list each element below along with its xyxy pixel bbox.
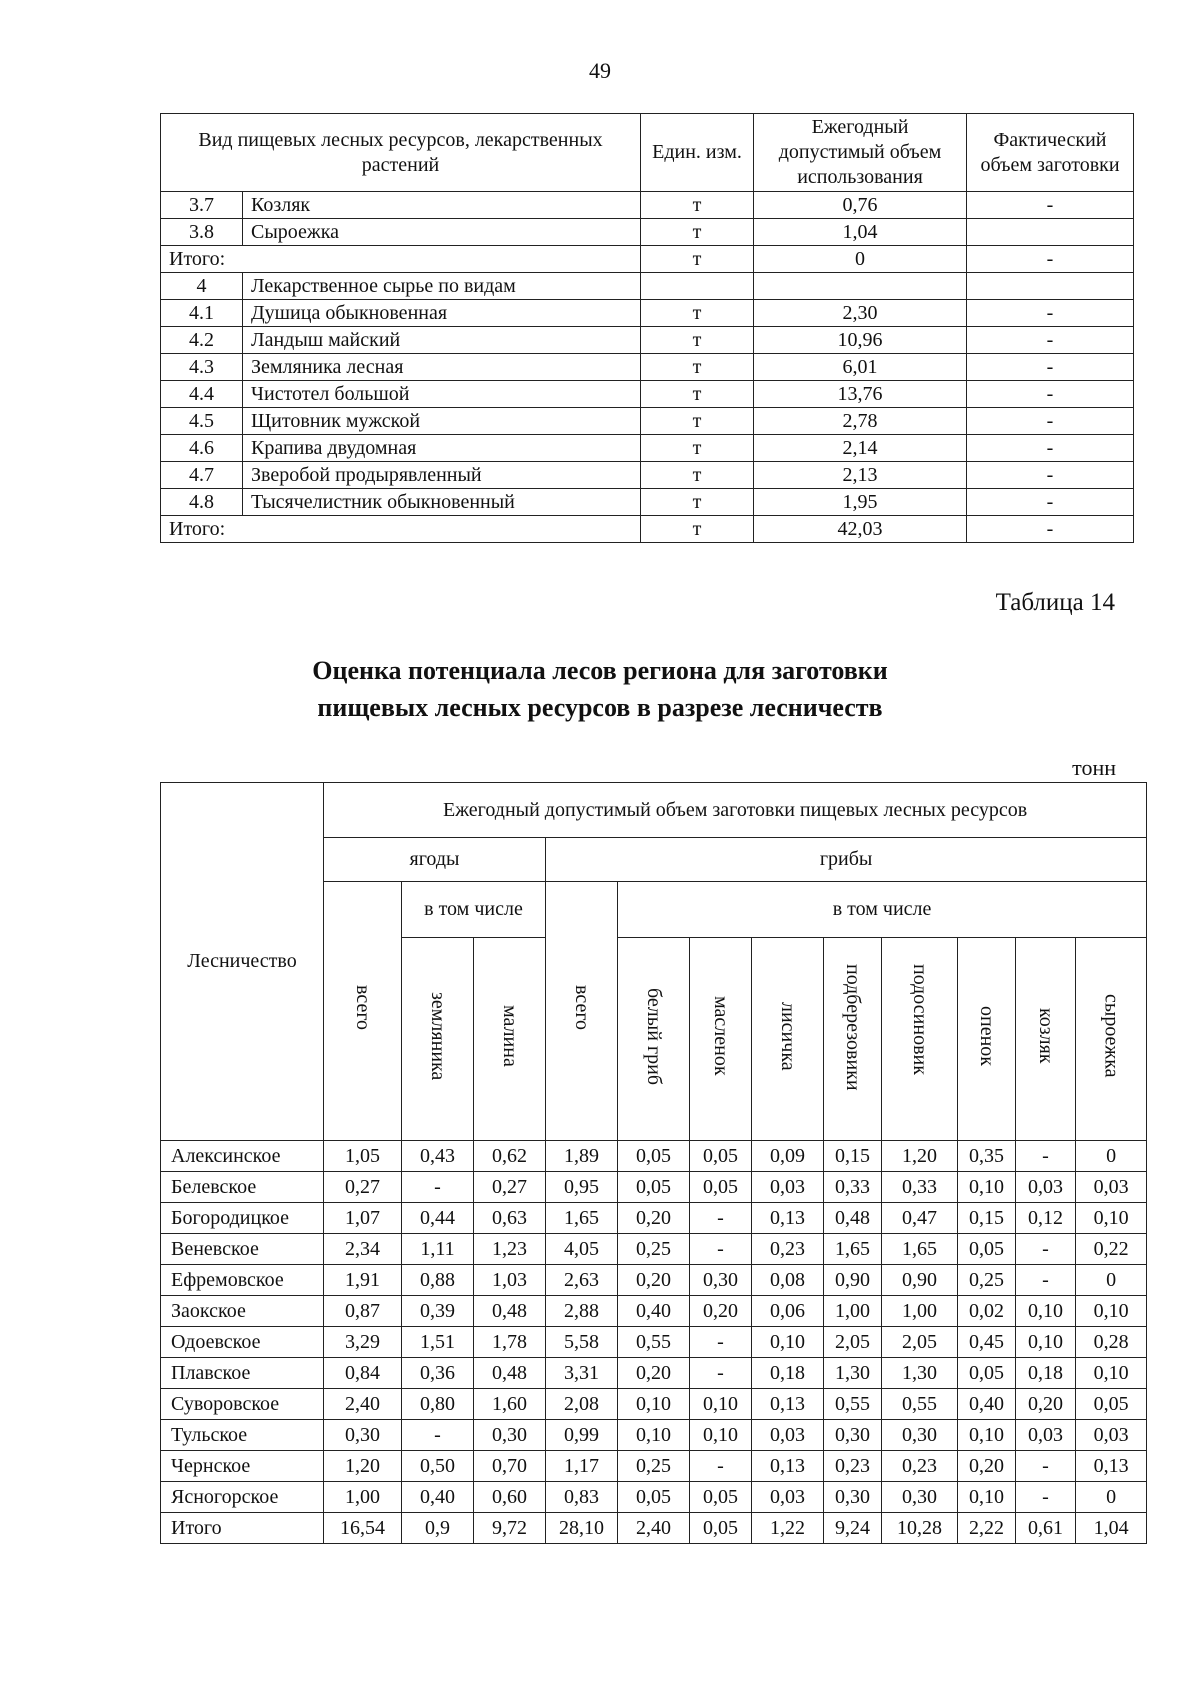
table-row bbox=[161, 1327, 1147, 1358]
units-label: тонн bbox=[1072, 755, 1116, 780]
annual-volume-cell: 2,30 bbox=[754, 300, 967, 327]
value-cell: 0,02 bbox=[958, 1296, 1016, 1327]
value-cell: 1,04 bbox=[1076, 1513, 1147, 1544]
header-mushrooms-including: в том числе bbox=[618, 882, 1147, 938]
annual-volume-cell: 2,78 bbox=[754, 408, 967, 435]
value-cell: 1,20 bbox=[324, 1451, 402, 1482]
value-cell: - bbox=[690, 1234, 752, 1265]
value-cell: - bbox=[1016, 1451, 1076, 1482]
value-cell: 0,13 bbox=[752, 1203, 824, 1234]
actual-volume-cell: - bbox=[967, 354, 1134, 381]
unit-cell: т bbox=[641, 408, 754, 435]
value-cell: 2,34 bbox=[324, 1234, 402, 1265]
table-row bbox=[161, 300, 1134, 327]
header-berries: ягоды bbox=[324, 838, 546, 882]
actual-volume-cell bbox=[967, 273, 1134, 300]
value-cell: 0,25 bbox=[618, 1234, 690, 1265]
value-cell: 1,65 bbox=[546, 1203, 618, 1234]
value-cell: 0,70 bbox=[474, 1451, 546, 1482]
value-cell: 3,31 bbox=[546, 1358, 618, 1389]
table-row bbox=[161, 219, 1134, 246]
resource-name: Сыроежка bbox=[243, 219, 641, 246]
value-cell: 1,03 bbox=[474, 1265, 546, 1296]
value-cell: 0,60 bbox=[474, 1482, 546, 1513]
value-cell: - bbox=[402, 1172, 474, 1203]
header-resource-type: Вид пищевых лесных ресурсов, лекарственных растений bbox=[161, 114, 641, 192]
table-row bbox=[161, 1203, 1147, 1234]
value-cell: 0,05 bbox=[958, 1234, 1016, 1265]
value-cell: 0,30 bbox=[824, 1420, 882, 1451]
value-cell: 28,10 bbox=[546, 1513, 618, 1544]
value-cell: 0,15 bbox=[958, 1203, 1016, 1234]
table-row bbox=[161, 273, 1134, 300]
row-number: 4.7 bbox=[161, 462, 243, 489]
header-aspen-bolete: подосиновик bbox=[882, 938, 958, 1141]
forestry-name: Белевское bbox=[161, 1172, 324, 1203]
value-cell: 0,25 bbox=[958, 1265, 1016, 1296]
header-chanterelle: лисичка bbox=[752, 938, 824, 1141]
value-cell: 1,22 bbox=[752, 1513, 824, 1544]
value-cell: 0,05 bbox=[690, 1482, 752, 1513]
header-strawberry: земляника bbox=[402, 938, 474, 1141]
resource-name: Щитовник мужской bbox=[243, 408, 641, 435]
resource-name: Ландыш майский bbox=[243, 327, 641, 354]
value-cell: - bbox=[1016, 1265, 1076, 1296]
annual-volume-cell bbox=[754, 273, 967, 300]
value-cell: 2,22 bbox=[958, 1513, 1016, 1544]
forestry-table bbox=[160, 782, 1147, 1544]
value-cell: 0 bbox=[1076, 1265, 1147, 1296]
actual-volume-cell bbox=[967, 219, 1134, 246]
forestry-name: Суворовское bbox=[161, 1389, 324, 1420]
row-number: 4.5 bbox=[161, 408, 243, 435]
value-cell: 0,28 bbox=[1076, 1327, 1147, 1358]
row-number: 4.2 bbox=[161, 327, 243, 354]
header-suillus: козляк bbox=[1016, 938, 1076, 1141]
resources-table-body bbox=[161, 192, 1134, 543]
actual-volume-cell: - bbox=[967, 516, 1134, 543]
annual-volume-cell: 6,01 bbox=[754, 354, 967, 381]
value-cell: - bbox=[1016, 1482, 1076, 1513]
value-cell: 0,88 bbox=[402, 1265, 474, 1296]
resource-name: Тысячелистник обыкновенный bbox=[243, 489, 641, 516]
value-cell: 0,20 bbox=[618, 1265, 690, 1296]
value-cell: 0,15 bbox=[824, 1141, 882, 1172]
value-cell: 0,30 bbox=[324, 1420, 402, 1451]
value-cell: 0,80 bbox=[402, 1389, 474, 1420]
value-cell: 0,30 bbox=[474, 1420, 546, 1451]
value-cell: 10,28 bbox=[882, 1513, 958, 1544]
row-number: 4 bbox=[161, 273, 243, 300]
value-cell: 1,00 bbox=[824, 1296, 882, 1327]
value-cell: 1,89 bbox=[546, 1141, 618, 1172]
resource-name: Чистотел большой bbox=[243, 381, 641, 408]
value-cell: 1,20 bbox=[882, 1141, 958, 1172]
value-cell: 0,23 bbox=[824, 1451, 882, 1482]
value-cell: 0,33 bbox=[882, 1172, 958, 1203]
unit-cell: т bbox=[641, 246, 754, 273]
header-annual-harvest: Ежегодный допустимый объем заготовки пищевых лесных ресурсов bbox=[324, 783, 1147, 838]
row-number: 4.3 bbox=[161, 354, 243, 381]
value-cell: 0,23 bbox=[882, 1451, 958, 1482]
annual-volume-cell: 0,76 bbox=[754, 192, 967, 219]
header-row-1 bbox=[161, 783, 1147, 838]
value-cell: 0,10 bbox=[1016, 1327, 1076, 1358]
value-cell: 1,30 bbox=[882, 1358, 958, 1389]
value-cell: 0,05 bbox=[690, 1141, 752, 1172]
annual-volume-cell: 0 bbox=[754, 246, 967, 273]
table-row bbox=[161, 1296, 1147, 1327]
value-cell: 0,10 bbox=[1076, 1296, 1147, 1327]
unit-cell: т bbox=[641, 435, 754, 462]
value-cell: 2,40 bbox=[618, 1513, 690, 1544]
value-cell: 2,08 bbox=[546, 1389, 618, 1420]
value-cell: 0,05 bbox=[618, 1482, 690, 1513]
value-cell: 1,23 bbox=[474, 1234, 546, 1265]
value-cell: 0,08 bbox=[752, 1265, 824, 1296]
unit-cell: т bbox=[641, 381, 754, 408]
value-cell: 0,09 bbox=[752, 1141, 824, 1172]
header-berries-total: всего bbox=[324, 882, 402, 1141]
value-cell: 0,10 bbox=[1076, 1358, 1147, 1389]
annual-volume-cell: 13,76 bbox=[754, 381, 967, 408]
value-cell: 0,9 bbox=[402, 1513, 474, 1544]
value-cell: 0,50 bbox=[402, 1451, 474, 1482]
value-cell: 0,05 bbox=[618, 1172, 690, 1203]
value-cell: 0,18 bbox=[752, 1358, 824, 1389]
value-cell: - bbox=[690, 1451, 752, 1482]
value-cell: 0,25 bbox=[618, 1451, 690, 1482]
value-cell: 0,03 bbox=[1016, 1172, 1076, 1203]
actual-volume-cell: - bbox=[967, 192, 1134, 219]
value-cell: 1,00 bbox=[882, 1296, 958, 1327]
value-cell: 0,10 bbox=[958, 1482, 1016, 1513]
value-cell: 0,30 bbox=[824, 1482, 882, 1513]
value-cell: 0,03 bbox=[1076, 1420, 1147, 1451]
table-row bbox=[161, 354, 1134, 381]
actual-volume-cell: - bbox=[967, 327, 1134, 354]
unit-cell: т bbox=[641, 516, 754, 543]
table-row bbox=[161, 408, 1134, 435]
value-cell: 0,10 bbox=[690, 1420, 752, 1451]
header-mushrooms-total: всего bbox=[546, 882, 618, 1141]
header-unit: Един. изм. bbox=[641, 114, 754, 192]
value-cell: 0,05 bbox=[1076, 1389, 1147, 1420]
value-cell: 1,00 bbox=[324, 1482, 402, 1513]
value-cell: 0,10 bbox=[618, 1420, 690, 1451]
value-cell: 0,90 bbox=[824, 1265, 882, 1296]
annual-volume-cell: 2,14 bbox=[754, 435, 967, 462]
resource-name: Крапива двудомная bbox=[243, 435, 641, 462]
resource-name: Душица обыкновенная bbox=[243, 300, 641, 327]
value-cell: 0,13 bbox=[752, 1389, 824, 1420]
total-label: Итого: bbox=[161, 516, 641, 543]
value-cell: - bbox=[1016, 1234, 1076, 1265]
value-cell: 0,20 bbox=[690, 1296, 752, 1327]
value-cell: 0,10 bbox=[618, 1389, 690, 1420]
value-cell: 2,05 bbox=[882, 1327, 958, 1358]
forestry-name: Плавское bbox=[161, 1358, 324, 1389]
row-number: 3.8 bbox=[161, 219, 243, 246]
row-number: 4.4 bbox=[161, 381, 243, 408]
header-butter-mushroom: масленок bbox=[690, 938, 752, 1141]
row-number: 4.6 bbox=[161, 435, 243, 462]
value-cell: 1,65 bbox=[882, 1234, 958, 1265]
table-title bbox=[0, 652, 1200, 726]
forestry-name: Ясногорское bbox=[161, 1482, 324, 1513]
value-cell: 9,24 bbox=[824, 1513, 882, 1544]
value-cell: - bbox=[402, 1420, 474, 1451]
resource-name: Лекарственное сырье по видам bbox=[243, 273, 641, 300]
value-cell: 0,12 bbox=[1016, 1203, 1076, 1234]
header-honey-mushroom: опенок bbox=[958, 938, 1016, 1141]
value-cell: 0,10 bbox=[1016, 1296, 1076, 1327]
value-cell: 0,55 bbox=[882, 1389, 958, 1420]
table-row bbox=[161, 1141, 1147, 1172]
value-cell: 0,35 bbox=[958, 1141, 1016, 1172]
value-cell: 0,20 bbox=[1016, 1389, 1076, 1420]
forestry-name: Веневское bbox=[161, 1234, 324, 1265]
value-cell: 1,51 bbox=[402, 1327, 474, 1358]
header-annual-volume: Ежегодный допустимый объем использования bbox=[754, 114, 967, 192]
value-cell: 0,95 bbox=[546, 1172, 618, 1203]
value-cell: 0,05 bbox=[690, 1513, 752, 1544]
value-cell: - bbox=[1016, 1141, 1076, 1172]
table-title-line-2: пищевых лесных ресурсов в разрезе лесничеств bbox=[317, 693, 883, 722]
value-cell: 0,10 bbox=[690, 1389, 752, 1420]
value-cell: 0,22 bbox=[1076, 1234, 1147, 1265]
value-cell: 2,88 bbox=[546, 1296, 618, 1327]
table-row bbox=[161, 1482, 1147, 1513]
value-cell: 1,07 bbox=[324, 1203, 402, 1234]
forestry-name: Богородицкое bbox=[161, 1203, 324, 1234]
table-row bbox=[161, 192, 1134, 219]
header-russula: сыроежка bbox=[1076, 938, 1147, 1141]
value-cell: 0,87 bbox=[324, 1296, 402, 1327]
table-row bbox=[161, 1420, 1147, 1451]
value-cell: 0,44 bbox=[402, 1203, 474, 1234]
table-row bbox=[161, 327, 1134, 354]
resource-name: Козляк bbox=[243, 192, 641, 219]
table-row bbox=[161, 1358, 1147, 1389]
table-row bbox=[161, 435, 1134, 462]
value-cell: 0,27 bbox=[474, 1172, 546, 1203]
value-cell: 0,63 bbox=[474, 1203, 546, 1234]
value-cell: 0,10 bbox=[958, 1420, 1016, 1451]
value-cell: 0,10 bbox=[1076, 1203, 1147, 1234]
header-forestry: Лесничество bbox=[161, 783, 324, 1141]
row-number: 4.1 bbox=[161, 300, 243, 327]
value-cell: 0,45 bbox=[958, 1327, 1016, 1358]
value-cell: 0,27 bbox=[324, 1172, 402, 1203]
forestry-name: Ефремовское bbox=[161, 1265, 324, 1296]
value-cell: 0,06 bbox=[752, 1296, 824, 1327]
actual-volume-cell: - bbox=[967, 408, 1134, 435]
actual-volume-cell: - bbox=[967, 435, 1134, 462]
value-cell: 0,03 bbox=[1016, 1420, 1076, 1451]
value-cell: - bbox=[690, 1358, 752, 1389]
header-porcini: белый гриб bbox=[618, 938, 690, 1141]
value-cell: 0,90 bbox=[882, 1265, 958, 1296]
table-row bbox=[161, 462, 1134, 489]
value-cell: 0,62 bbox=[474, 1141, 546, 1172]
value-cell: 0,55 bbox=[824, 1389, 882, 1420]
value-cell: 0,03 bbox=[752, 1172, 824, 1203]
value-cell: 0 bbox=[1076, 1482, 1147, 1513]
value-cell: 2,40 bbox=[324, 1389, 402, 1420]
value-cell: 0,05 bbox=[690, 1172, 752, 1203]
value-cell: 1,11 bbox=[402, 1234, 474, 1265]
value-cell: 0,30 bbox=[882, 1420, 958, 1451]
value-cell: 0,05 bbox=[958, 1358, 1016, 1389]
actual-volume-cell: - bbox=[967, 381, 1134, 408]
forestry-name: Чернское bbox=[161, 1451, 324, 1482]
value-cell: 0,18 bbox=[1016, 1358, 1076, 1389]
value-cell: 1,60 bbox=[474, 1389, 546, 1420]
unit-cell: т bbox=[641, 327, 754, 354]
value-cell: 4,05 bbox=[546, 1234, 618, 1265]
table-title-line-1: Оценка потенциала лесов региона для заготовки bbox=[312, 656, 888, 685]
unit-cell: т bbox=[641, 192, 754, 219]
table-row bbox=[161, 1265, 1147, 1296]
value-cell: 0,48 bbox=[474, 1296, 546, 1327]
value-cell: 0,30 bbox=[882, 1482, 958, 1513]
forestry-name: Одоевское bbox=[161, 1327, 324, 1358]
table-row bbox=[161, 1513, 1147, 1544]
value-cell: 0,36 bbox=[402, 1358, 474, 1389]
value-cell: 0,99 bbox=[546, 1420, 618, 1451]
value-cell: 0,05 bbox=[618, 1141, 690, 1172]
row-number: 4.8 bbox=[161, 489, 243, 516]
value-cell: 1,17 bbox=[546, 1451, 618, 1482]
page-number: 49 bbox=[589, 58, 611, 83]
unit-cell: т bbox=[641, 462, 754, 489]
value-cell: 2,05 bbox=[824, 1327, 882, 1358]
annual-volume-cell: 2,13 bbox=[754, 462, 967, 489]
value-cell: 0,13 bbox=[752, 1451, 824, 1482]
table-row bbox=[161, 1234, 1147, 1265]
table-row bbox=[161, 1389, 1147, 1420]
value-cell: 0,13 bbox=[1076, 1451, 1147, 1482]
value-cell: 0,83 bbox=[546, 1482, 618, 1513]
table-header-row bbox=[161, 114, 1134, 192]
value-cell: 1,30 bbox=[824, 1358, 882, 1389]
value-cell: 5,58 bbox=[546, 1327, 618, 1358]
actual-volume-cell: - bbox=[967, 246, 1134, 273]
value-cell: 0,47 bbox=[882, 1203, 958, 1234]
table-label: Таблица 14 bbox=[995, 589, 1115, 616]
actual-volume-cell: - bbox=[967, 462, 1134, 489]
resources-table bbox=[160, 113, 1134, 543]
forestry-name: Тульское bbox=[161, 1420, 324, 1451]
value-cell: 0,20 bbox=[618, 1203, 690, 1234]
annual-volume-cell: 1,95 bbox=[754, 489, 967, 516]
value-cell: 0,33 bbox=[824, 1172, 882, 1203]
table-row bbox=[161, 489, 1134, 516]
unit-cell bbox=[641, 273, 754, 300]
value-cell: 2,63 bbox=[546, 1265, 618, 1296]
forestry-table-body bbox=[161, 1141, 1147, 1544]
value-cell: 1,65 bbox=[824, 1234, 882, 1265]
forestry-name: Алексинское bbox=[161, 1141, 324, 1172]
forestry-name: Заокское bbox=[161, 1296, 324, 1327]
row-number: 3.7 bbox=[161, 192, 243, 219]
value-cell: 0,23 bbox=[752, 1234, 824, 1265]
header-berries-including: в том числе bbox=[402, 882, 546, 938]
value-cell: 0,39 bbox=[402, 1296, 474, 1327]
annual-volume-cell: 1,04 bbox=[754, 219, 967, 246]
table-row bbox=[161, 1451, 1147, 1482]
value-cell: 0,10 bbox=[752, 1327, 824, 1358]
value-cell: 0,20 bbox=[618, 1358, 690, 1389]
value-cell: 0,61 bbox=[1016, 1513, 1076, 1544]
resource-name: Земляника лесная bbox=[243, 354, 641, 381]
value-cell: 3,29 bbox=[324, 1327, 402, 1358]
table-row bbox=[161, 381, 1134, 408]
value-cell: 0,55 bbox=[618, 1327, 690, 1358]
actual-volume-cell: - bbox=[967, 489, 1134, 516]
value-cell: 0,20 bbox=[958, 1451, 1016, 1482]
value-cell: 0,03 bbox=[752, 1420, 824, 1451]
value-cell: 1,78 bbox=[474, 1327, 546, 1358]
header-actual-volume: Фактический объем заготовки bbox=[967, 114, 1134, 192]
value-cell: 0,40 bbox=[402, 1482, 474, 1513]
unit-cell: т bbox=[641, 489, 754, 516]
value-cell: - bbox=[690, 1203, 752, 1234]
forestry-name: Итого bbox=[161, 1513, 324, 1544]
value-cell: 0,03 bbox=[1076, 1172, 1147, 1203]
value-cell: 0 bbox=[1076, 1141, 1147, 1172]
value-cell: 0,48 bbox=[824, 1203, 882, 1234]
header-mushrooms: грибы bbox=[546, 838, 1147, 882]
actual-volume-cell: - bbox=[967, 300, 1134, 327]
value-cell: 1,91 bbox=[324, 1265, 402, 1296]
resource-name: Зверобой продырявленный bbox=[243, 462, 641, 489]
annual-volume-cell: 42,03 bbox=[754, 516, 967, 543]
value-cell: - bbox=[690, 1327, 752, 1358]
value-cell: 0,43 bbox=[402, 1141, 474, 1172]
value-cell: 0,84 bbox=[324, 1358, 402, 1389]
value-cell: 9,72 bbox=[474, 1513, 546, 1544]
value-cell: 0,40 bbox=[618, 1296, 690, 1327]
value-cell: 0,48 bbox=[474, 1358, 546, 1389]
unit-cell: т bbox=[641, 219, 754, 246]
table-row bbox=[161, 1172, 1147, 1203]
table-row bbox=[161, 246, 1134, 273]
total-label: Итого: bbox=[161, 246, 641, 273]
unit-cell: т bbox=[641, 354, 754, 381]
value-cell: 0,10 bbox=[958, 1172, 1016, 1203]
value-cell: 1,05 bbox=[324, 1141, 402, 1172]
value-cell: 0,03 bbox=[752, 1482, 824, 1513]
header-birch-bolete: подберезовики bbox=[824, 938, 882, 1141]
table-row bbox=[161, 516, 1134, 543]
unit-cell: т bbox=[641, 300, 754, 327]
annual-volume-cell: 10,96 bbox=[754, 327, 967, 354]
value-cell: 0,40 bbox=[958, 1389, 1016, 1420]
value-cell: 16,54 bbox=[324, 1513, 402, 1544]
value-cell: 0,30 bbox=[690, 1265, 752, 1296]
header-raspberry: малина bbox=[474, 938, 546, 1141]
